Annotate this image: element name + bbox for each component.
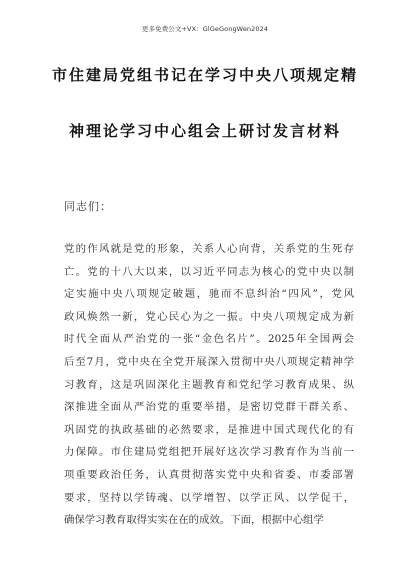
body-line: 党的作风就是党的形象，关系人心向背，关系党的生死存	[64, 243, 354, 255]
document-title-line-1: 市住建局党组书记在学习中央八项规定精	[51, 66, 358, 84]
body-paragraph	[64, 238, 354, 532]
body-line: 定实施中央八项规定破题，驰而不息纠治“四风”，党风	[64, 288, 354, 301]
body-line: 深推进全面从严治党的重要举措，是密切党群干群关系、	[64, 401, 354, 414]
body-line: 习教育，这是巩固深化主题教育和党纪学习教育成果、纵	[64, 378, 354, 391]
body-line: 项重要政治任务，认真贯彻落实党中央和省委、市委部署	[64, 468, 354, 481]
document-title-line-2: 神理论学习中心组会上研讨发言材料	[68, 122, 341, 140]
body-line: 巩固党的执政基础的必然要求，是推进中国式现代化的有	[64, 423, 354, 436]
body-line: 力保障。市住建局党组把开展好这次学习教育作为当前一	[64, 446, 354, 459]
body-line: 确保学习教育取得实实在在的成效。下面，根据中心组学	[64, 514, 324, 527]
body-line: 时代全面从严治党的一张“金色名片”。2025年全国两会	[64, 333, 354, 346]
body-line: 要求，坚持以学铸魂、以学增智、以学正风、以学促干，	[64, 491, 354, 504]
body-line: 后至7月，党中央在全党开展深入贯彻中央八项规定精神学	[64, 355, 354, 368]
header-note: 更多免费公文+VX：GlGeGongWen2024	[141, 25, 269, 33]
body-line: 政风焕然一新，党心民心为之一振。中央八项规定成为新	[64, 310, 354, 323]
salutation: 同志们：	[64, 200, 112, 213]
body-line: 亡。党的十八大以来，以习近平同志为核心的党中央以制	[64, 265, 354, 278]
